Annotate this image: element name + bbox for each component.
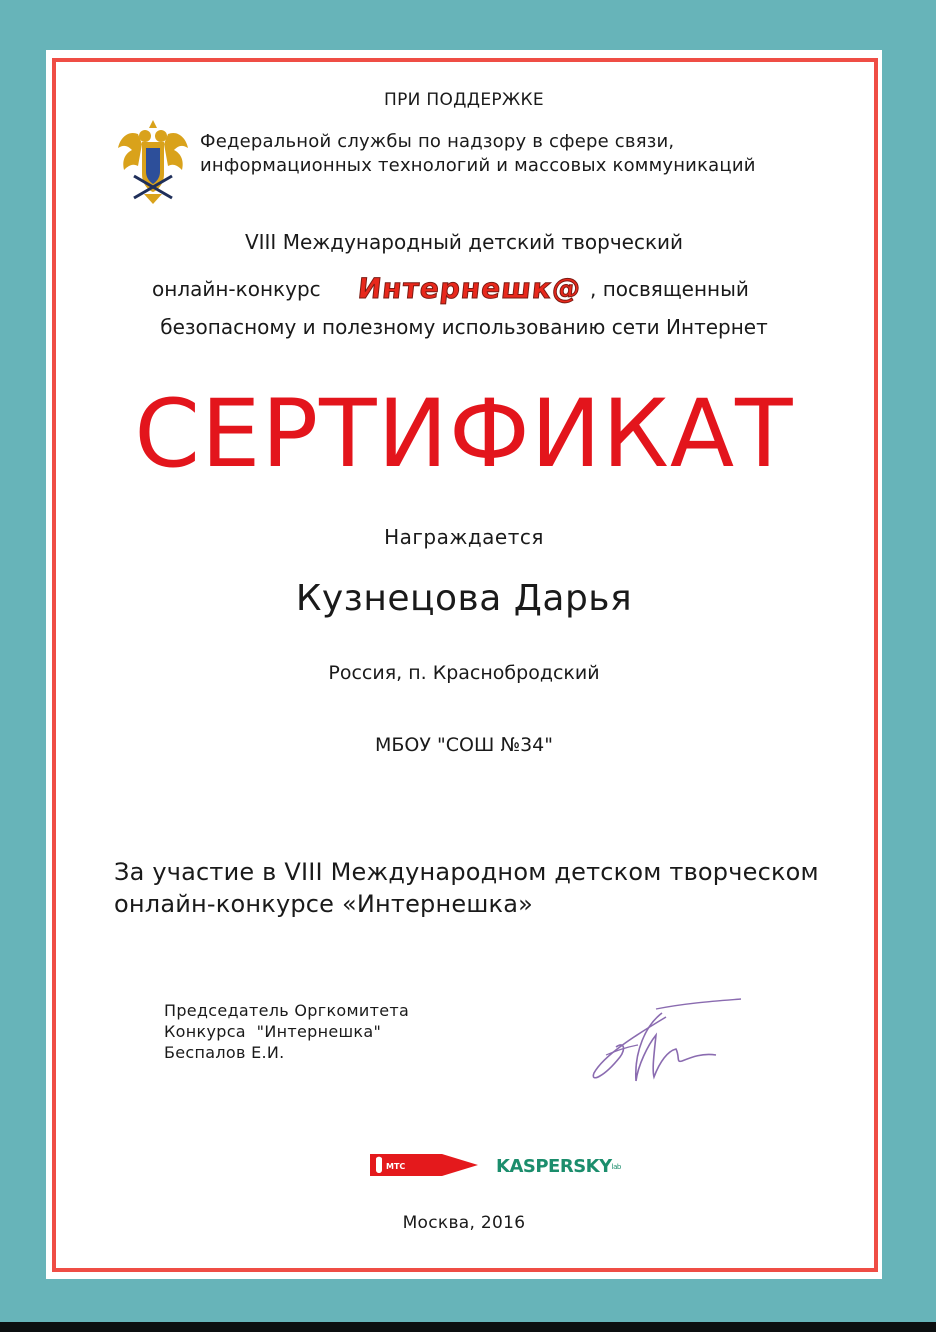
kaspersky-logo-text: KASPERSKY — [496, 1156, 612, 1177]
bottom-edge — [0, 1322, 936, 1332]
mts-logo-icon — [370, 1150, 478, 1180]
contest-line-2-prefix: онлайн-конкурс — [152, 277, 321, 301]
agency-line-1: Федеральной службы по надзору в сфере связи, — [200, 131, 675, 152]
award-reason-line-2: онлайн-конкурсе «Интернешка» — [114, 890, 533, 918]
double-headed-eagle-emblem-icon — [114, 114, 192, 206]
recipient-school: МБОУ "СОШ №34" — [375, 734, 553, 756]
chairman-line-2: Конкурса "Интернешка" — [164, 1022, 382, 1041]
certificate-page — [46, 50, 882, 1279]
certificate-title: СЕРТИФИКАТ — [134, 380, 794, 489]
award-reason-line-1: За участие в VIII Международном детском творческом — [114, 858, 819, 886]
chairman-line-3: Беспалов Е.И. — [164, 1043, 285, 1062]
chairman-block — [164, 1000, 409, 1063]
support-label: ПРИ ПОДДЕРЖКЕ — [384, 90, 544, 110]
recipient-name: Кузнецова Дарья — [295, 578, 633, 619]
contest-logo: Интернешк@ — [356, 272, 583, 305]
recipient-location: Россия, п. Краснобродский — [328, 662, 600, 684]
chairman-line-1: Председатель Оргкомитета — [164, 1001, 410, 1020]
contest-line-2-suffix: , посвященный — [590, 277, 749, 301]
contest-line-1: VIII Международный детский творческий — [244, 230, 684, 254]
mts-logo-text: МТС — [386, 1162, 406, 1171]
signature — [576, 995, 751, 1095]
contest-line-3: безопасному и полезному использованию сети Интернет — [160, 315, 768, 339]
city-year: Москва, 2016 — [402, 1213, 526, 1233]
award-reason — [114, 856, 819, 920]
awarded-label: Награждается — [384, 525, 544, 549]
kaspersky-logo — [496, 1156, 621, 1177]
kaspersky-lab-text: lab — [611, 1163, 621, 1171]
agency-name — [200, 130, 756, 178]
agency-line-2: информационных технологий и массовых коммуникаций — [200, 155, 756, 176]
